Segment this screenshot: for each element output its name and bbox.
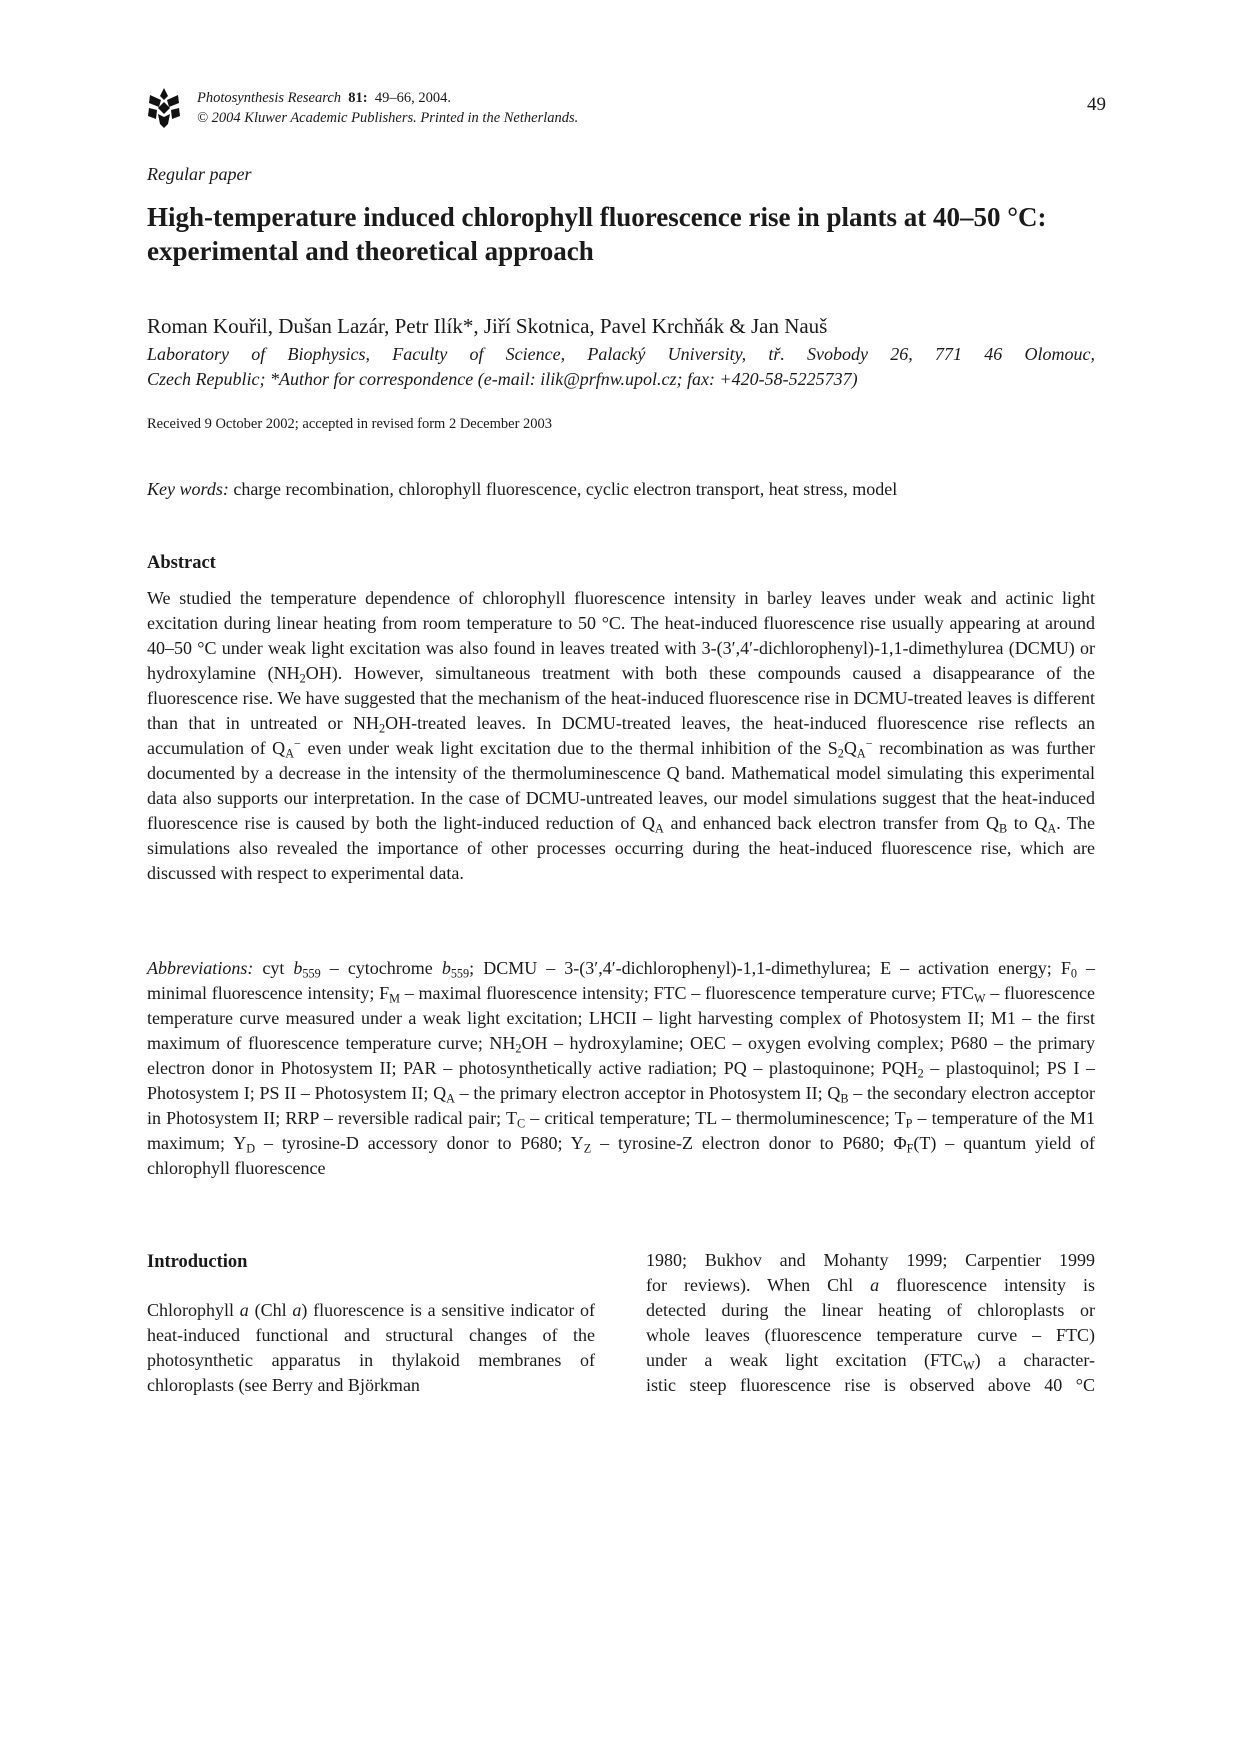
publisher-logo-icon xyxy=(147,86,181,130)
paper-title: High-temperature induced chlorophyll fluorescence rise in plants at 40–50 °C: experimental and theoretical approach xyxy=(147,202,1047,266)
intro-col2-line: istic steep fluorescence rise is observed above 40 °C xyxy=(646,1375,1095,1395)
abbreviations-label: Abbreviations: xyxy=(147,958,254,978)
introduction-column-1: Chlorophyll a (Chl a) fluorescence is a sensitive indicator of heat-induced functional and structural changes of the photosynthetic apparatus in thylakoid membranes of chloroplasts (see Berry and Björkman xyxy=(147,1300,595,1395)
received-dates: Received 9 October 2002; accepted in revised form 2 December 2003 xyxy=(147,416,553,432)
intro-col2-line: for reviews). When Chl a fluorescence intensity is xyxy=(646,1275,1095,1295)
keywords-text: charge recombination, chlorophyll fluorescence, cyclic electron transport, heat stress, model xyxy=(233,479,898,499)
keywords xyxy=(147,479,897,500)
intro-col2-line: whole leaves (fluorescence temperature curve – FTC) xyxy=(646,1325,1095,1345)
keywords-label: Key words: xyxy=(147,479,229,499)
affiliation-line-2: Czech Republic; *Author for correspondence (e-mail: ilik@prfnw.upol.cz; fax: +420-58-5225737) xyxy=(147,369,858,389)
journal-volume: 81: xyxy=(348,90,368,106)
introduction-heading: Introduction xyxy=(147,1252,248,1272)
journal-name: Photosynthesis Research xyxy=(197,90,342,106)
intro-col2-line: under a weak light excitation $(FTC_W)$ a character- xyxy=(646,1350,1095,1373)
abstract-body: We studied the temperature dependence of chlorophyll fluorescence intensity in barley leaves under weak and actinic light excitation during linear heating from room temperature to 50 °C. The heat-induced fluorescence rise usually appearing at around 40–50 °C under weak light excitation was also found in leaves treated with 3-(3′,4′-dichlorophenyl)-1,1-dimethylurea (DCMU) or hydroxylamine $(NH_2OH)$. However, simultaneous treatment with both these compounds caused a disappearance of the fluorescence rise. We have suggested that the mechanism of the heat-induced fluorescence rise in DCMU-treated leaves is different than that in untreated or $NH_2OH$-treated leaves. In DCMU-treated leaves, the heat-induced fluorescence rise reflects an accumulation of $Q_A^-$ even under weak light excitation due to the thermal inhibition of the $S_2Q_A^-$ recombination as was further documented by a decrease in the intensity of the thermoluminescence Q band. Mathematical model simulating this experimental data also supports our interpretation. In the case of DCMU-untreated leaves, our model simulations suggest that the heat-induced fluorescence rise is caused by both the light-induced reduction of $Q_A$ and enhanced back electron transfer from $Q_B$ to $Q_A$. The simulations also revealed the importance of other processes occurring during the heat-induced fluorescence rise, which are discussed with respect to experimental data. xyxy=(147,588,1096,883)
affiliation-line-1: Laboratory of Biophysics, Faculty of Science, Palacký University, tř. Svobody 26, 771 46 Olomouc, xyxy=(147,344,1095,364)
paper-type: Regular paper xyxy=(147,164,252,184)
intro-col2-line: detected during the linear heating of chloroplasts or xyxy=(646,1300,1095,1320)
page-number: 49 xyxy=(1087,94,1106,115)
journal-line-1 xyxy=(197,88,578,108)
abbreviations xyxy=(147,956,1095,1181)
journal-pages-year: 49–66, 2004. xyxy=(374,90,451,106)
journal-citation xyxy=(197,88,578,128)
introduction-column-2 xyxy=(646,1248,1095,1398)
abstract-heading: Abstract xyxy=(147,553,216,573)
abbreviations-text: cyt $b_{559}$ – cytochrome $b_{559}$; DCMU – 3-(3′,4′-dichlorophenyl)-1,1-dimethylurea; E – activation energy; $F_0$ – minimal fluorescence intensity; $F_M$ – maximal fluorescence intensity; FTC – fluorescence temperature curve; $FTC_W$ – fluorescence temperature curve measured under a weak light excitation; LHCII – light harvesting complex of Photosystem II; M1 – the first maximum of fluorescence temperature curve; $NH_2OH$ – hydroxylamine; OEC – oxygen evolving complex; P680 – the primary electron donor in Photosystem II; PAR – photosynthetically active radiation; PQ – plastoquinone; $PQH_2$ – plastoquinol; PS I – Photosystem I; PS II – Photosystem II; $Q_A$ – the primary electron acceptor in Photosystem II; $Q_B$ – the secondary electron acceptor in Photosystem II; RRP – reversible radical pair; $T_C$ – critical temperature; TL – thermoluminescence; $T_P$ – temperature of the M1 maximum; $Y_D$ – tyrosine-D accessory donor to P680; $Y_Z$ – tyrosine-Z electron donor to P680; $\Phi_F(T)$ – quantum yield of chlorophyll fluorescence xyxy=(147,958,1096,1178)
affiliation xyxy=(147,342,1095,392)
intro-col2-line: 1980; Bukhov and Mohanty 1999; Carpentier 1999 xyxy=(646,1250,1095,1270)
journal-copyright: © 2004 Kluwer Academic Publishers. Printed in the Netherlands. xyxy=(197,110,579,126)
author-list: Roman Kouřil, Dušan Lazár, Petr Ilík*, Jiří Skotnica, Pavel Krchňák & Jan Nauš xyxy=(147,314,828,338)
